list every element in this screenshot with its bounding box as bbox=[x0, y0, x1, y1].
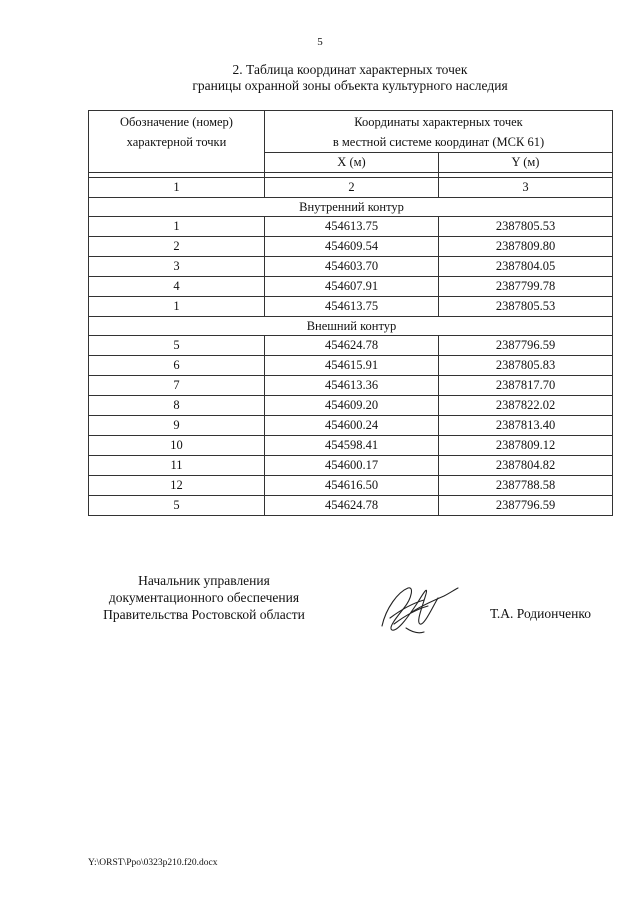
table-row bbox=[89, 476, 613, 496]
table-row bbox=[89, 336, 613, 356]
table-row bbox=[89, 217, 613, 237]
table-title bbox=[88, 62, 612, 94]
header-designation-line-2: характерной точки bbox=[126, 135, 227, 149]
point-cell: 3 bbox=[89, 257, 265, 277]
point-cell: 4 bbox=[89, 277, 265, 297]
y-coordinate-cell: 2387799.78 bbox=[439, 277, 613, 297]
x-coordinate-cell: 454598.41 bbox=[265, 436, 439, 456]
y-coordinate-cell: 2387804.05 bbox=[439, 257, 613, 277]
table-row bbox=[89, 436, 613, 456]
outer-contour-rows bbox=[89, 336, 613, 516]
table-row bbox=[89, 376, 613, 396]
inner-contour-row bbox=[89, 198, 613, 217]
signer-position bbox=[88, 572, 320, 623]
point-cell: 5 bbox=[89, 336, 265, 356]
table-row bbox=[89, 416, 613, 436]
header-coordinates bbox=[265, 111, 613, 153]
table-row bbox=[89, 396, 613, 416]
table-row bbox=[89, 456, 613, 476]
point-cell: 1 bbox=[89, 297, 265, 317]
x-coordinate-cell: 454624.78 bbox=[265, 336, 439, 356]
x-coordinate-cell: 454613.75 bbox=[265, 217, 439, 237]
point-cell: 11 bbox=[89, 456, 265, 476]
column-number-2: 2 bbox=[265, 178, 439, 198]
table-title-line-1: 2. Таблица координат характерных точек bbox=[232, 62, 468, 77]
table-row bbox=[89, 257, 613, 277]
page-number: 5 bbox=[317, 36, 323, 48]
point-cell: 5 bbox=[89, 496, 265, 516]
y-coordinate-cell: 2387796.59 bbox=[439, 496, 613, 516]
signer-position-line-1: Начальник управления bbox=[138, 573, 270, 588]
point-cell: 6 bbox=[89, 356, 265, 376]
y-coordinate-cell: 2387809.80 bbox=[439, 237, 613, 257]
point-cell: 7 bbox=[89, 376, 265, 396]
y-coordinate-cell: 2387813.40 bbox=[439, 416, 613, 436]
header-x: X (м) bbox=[265, 153, 439, 173]
coordinates-table bbox=[88, 110, 613, 516]
signer-position-line-2: документационного обеспечения bbox=[108, 590, 300, 605]
x-coordinate-cell: 454613.75 bbox=[265, 297, 439, 317]
y-coordinate-cell: 2387804.82 bbox=[439, 456, 613, 476]
contour-empty-cell bbox=[439, 317, 613, 336]
header-designation-line-1: Обозначение (номер) bbox=[120, 115, 233, 129]
column-number-1: 1 bbox=[89, 178, 265, 198]
y-coordinate-cell: 2387805.53 bbox=[439, 217, 613, 237]
point-cell: 8 bbox=[89, 396, 265, 416]
contour-empty-cell bbox=[89, 198, 265, 217]
header-row-1 bbox=[89, 111, 613, 153]
table-row bbox=[89, 237, 613, 257]
point-cell: 1 bbox=[89, 217, 265, 237]
y-coordinate-cell: 2387796.59 bbox=[439, 336, 613, 356]
table-title-line-2: границы охранной зоны объекта культурного наследия bbox=[192, 78, 508, 93]
y-coordinate-cell: 2387822.02 bbox=[439, 396, 613, 416]
x-coordinate-cell: 454609.54 bbox=[265, 237, 439, 257]
point-cell: 9 bbox=[89, 416, 265, 436]
column-number-3: 3 bbox=[439, 178, 613, 198]
contour-empty-cell bbox=[439, 198, 613, 217]
y-coordinate-cell: 2387788.58 bbox=[439, 476, 613, 496]
point-cell: 2 bbox=[89, 237, 265, 257]
x-coordinate-cell: 454616.50 bbox=[265, 476, 439, 496]
x-coordinate-cell: 454609.20 bbox=[265, 396, 439, 416]
point-cell: 12 bbox=[89, 476, 265, 496]
x-coordinate-cell: 454624.78 bbox=[265, 496, 439, 516]
table-row bbox=[89, 496, 613, 516]
document-file-path: Y:\ORST\Ppo\0323p210.f20.docx bbox=[88, 858, 218, 868]
y-coordinate-cell: 2387805.53 bbox=[439, 297, 613, 317]
outer-contour-label: Внешний контур bbox=[265, 317, 439, 336]
contour-empty-cell bbox=[89, 317, 265, 336]
header-designation bbox=[89, 111, 265, 173]
column-number-row bbox=[89, 178, 613, 198]
x-coordinate-cell: 454600.24 bbox=[265, 416, 439, 436]
x-coordinate-cell: 454607.91 bbox=[265, 277, 439, 297]
header-coordinates-line-2: в местной системе координат (МСК 61) bbox=[332, 135, 545, 149]
y-coordinate-cell: 2387809.12 bbox=[439, 436, 613, 456]
table-row bbox=[89, 277, 613, 297]
table-row bbox=[89, 297, 613, 317]
y-coordinate-cell: 2387817.70 bbox=[439, 376, 613, 396]
signer-name: Т.А. Родионченко bbox=[490, 606, 591, 621]
header-coordinates-line-1: Координаты характерных точек bbox=[354, 115, 523, 129]
inner-contour-label: Внутренний контур bbox=[265, 198, 439, 217]
x-coordinate-cell: 454613.36 bbox=[265, 376, 439, 396]
point-cell: 10 bbox=[89, 436, 265, 456]
x-coordinate-cell: 454615.91 bbox=[265, 356, 439, 376]
handwritten-signature bbox=[372, 578, 464, 640]
table-row bbox=[89, 356, 613, 376]
y-coordinate-cell: 2387805.83 bbox=[439, 356, 613, 376]
x-coordinate-cell: 454600.17 bbox=[265, 456, 439, 476]
outer-contour-row bbox=[89, 317, 613, 336]
signer-position-line-3: Правительства Ростовской области bbox=[103, 607, 305, 622]
header-y: Y (м) bbox=[439, 153, 613, 173]
inner-contour-rows bbox=[89, 217, 613, 317]
x-coordinate-cell: 454603.70 bbox=[265, 257, 439, 277]
